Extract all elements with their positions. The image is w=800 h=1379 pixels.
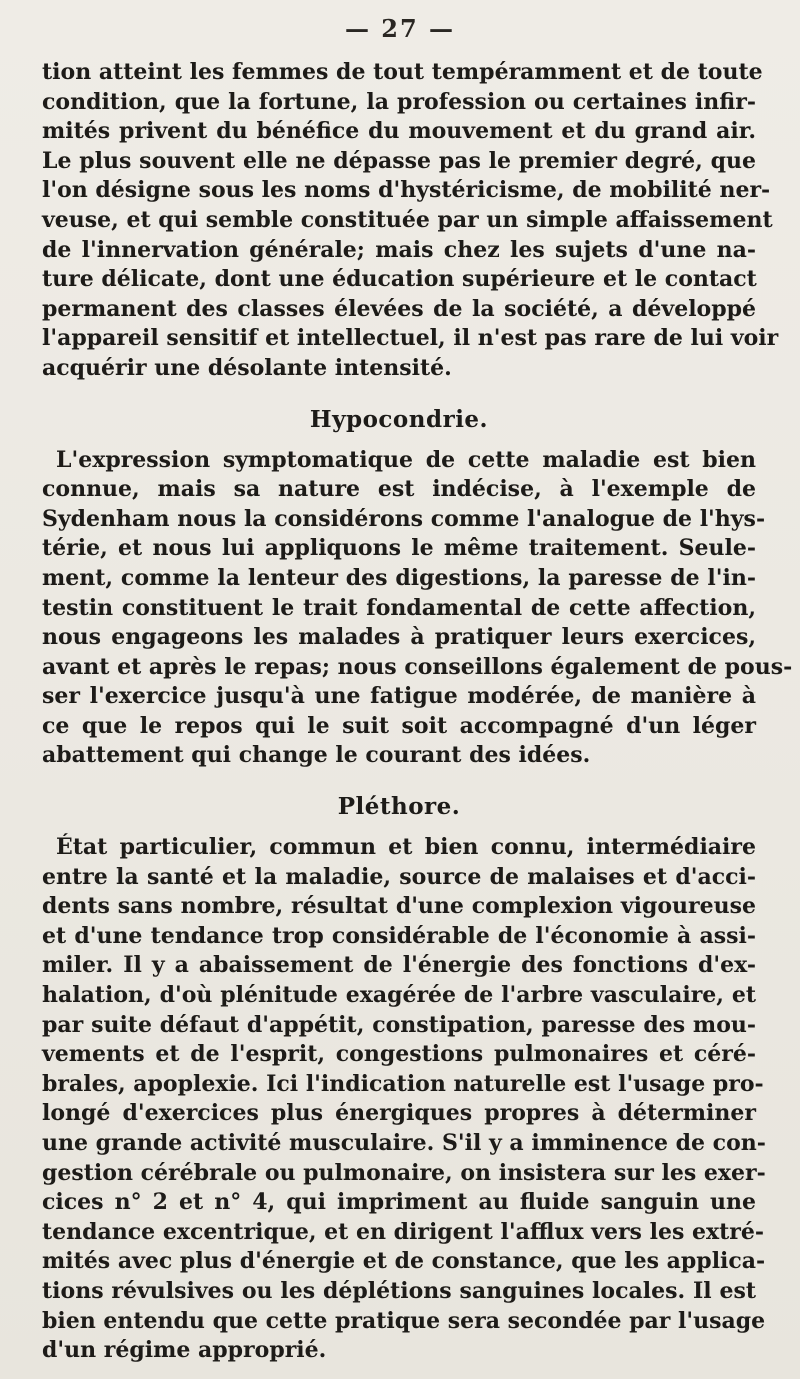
text-line: miler. Il y a abaissement de l'énergie des fonctions d'ex- [42, 952, 756, 979]
text-line: ment, comme la lenteur des digestions, la paresse de l'in- [42, 564, 756, 591]
paragraph-plethore [42, 833, 766, 1366]
text-line: ce que le repos qui le suit soit accompagné d'un léger [42, 712, 756, 739]
text-line: condition, que la fortune, la profession ou certaines infir- [42, 88, 756, 115]
text-line: cices n° 2 et n° 4, qui impriment au fluide sanguin une [42, 1189, 756, 1216]
text-line: gestion cérébrale ou pulmonaire, on insistera sur les exer- [42, 1159, 766, 1186]
text-line: l'appareil sensitif et intellectuel, il n'est pas rare de lui voir [42, 325, 779, 352]
text-line: ture délicate, dont une éducation supérieure et le contact [42, 266, 757, 293]
text-line: veuse, et qui semble constituée par un simple affaissement [42, 206, 773, 233]
text-line: par suite défaut d'appétit, constipation, paresse des mou- [42, 1011, 756, 1038]
text-line: halation, d'où plénitude exagérée de l'arbre vasculaire, et [42, 982, 756, 1009]
text-line: Le plus souvent elle ne dépasse pas le premier degré, que [42, 147, 756, 174]
text-line: ser l'exercice jusqu'à une fatigue modérée, de manière à [42, 683, 756, 710]
text-line: bien entendu que cette pratique sera secondée par l'usage [42, 1307, 766, 1334]
text-line: et d'une tendance trop considérable de l'économie à assi- [42, 922, 756, 949]
text-line: nous engageons les malades à pratiquer leurs exercices, [42, 624, 756, 651]
text-line: térie, et nous lui appliquons le même traitement. Seule- [42, 535, 756, 562]
paragraph-hypocondrie [42, 446, 793, 772]
text-line: État particulier, commun et bien connu, intermédiaire [56, 834, 756, 861]
text-line: tendance excentrique, et en dirigent l'afflux vers les extré- [42, 1218, 764, 1245]
text-line: tions révulsives ou les déplétions sanguines locales. Il est [42, 1277, 756, 1304]
text-line: connue, mais sa nature est indécise, à l'exemple de [42, 476, 756, 503]
text-line: permanent des classes élevées de la société, a développé [42, 295, 756, 322]
text-line: L'expression symptomatique de cette maladie est bien [56, 446, 756, 473]
text-line: abattement qui change le courant des idées. [42, 742, 591, 769]
text-line: testin constituent le trait fondamental de cette affection, [42, 594, 756, 621]
text-line: une grande activité musculaire. S'il y a imminence de con- [42, 1130, 766, 1156]
text-line: l'on désigne sous les noms d'hystéricisme, de mobilité ner- [42, 177, 771, 204]
text-line: mités privent du bénéfice du mouvement et du grand air. [42, 118, 756, 145]
page-number: — 27 — [344, 14, 456, 43]
text-line: entre la santé et la maladie, source de malaises et d'acci- [42, 863, 756, 890]
text-line: Sydenham nous la considérons comme l'analogue de l'hys- [42, 505, 766, 532]
text-line: longé d'exercices plus énergiques propres à déterminer [42, 1100, 756, 1127]
text-line: vements et de l'esprit, congestions pulmonaires et céré- [42, 1041, 756, 1068]
text-line: mités avec plus d'énergie et de constance, que les applica- [42, 1248, 766, 1275]
text-line: d'un régime approprié. [42, 1337, 327, 1364]
text-line: acquérir une désolante intensité. [42, 354, 452, 381]
text-line: avant et après le repas; nous conseillons également de pous- [42, 653, 793, 680]
paragraph-hystericisme [42, 58, 779, 384]
section-heading-plethore: Pléthore. [337, 793, 461, 821]
text-line: dents sans nombre, résultat d'une complexion vigoureuse [42, 893, 756, 920]
text-line: de l'innervation générale; mais chez les sujets d'une na- [42, 236, 756, 263]
text-line: brales, apoplexie. Ici l'indication naturelle est l'usage pro- [42, 1070, 764, 1097]
text-line: tion atteint les femmes de tout tempéramment et de toute [42, 59, 763, 85]
section-heading-hypocondrie: Hypocondrie. [309, 405, 489, 433]
